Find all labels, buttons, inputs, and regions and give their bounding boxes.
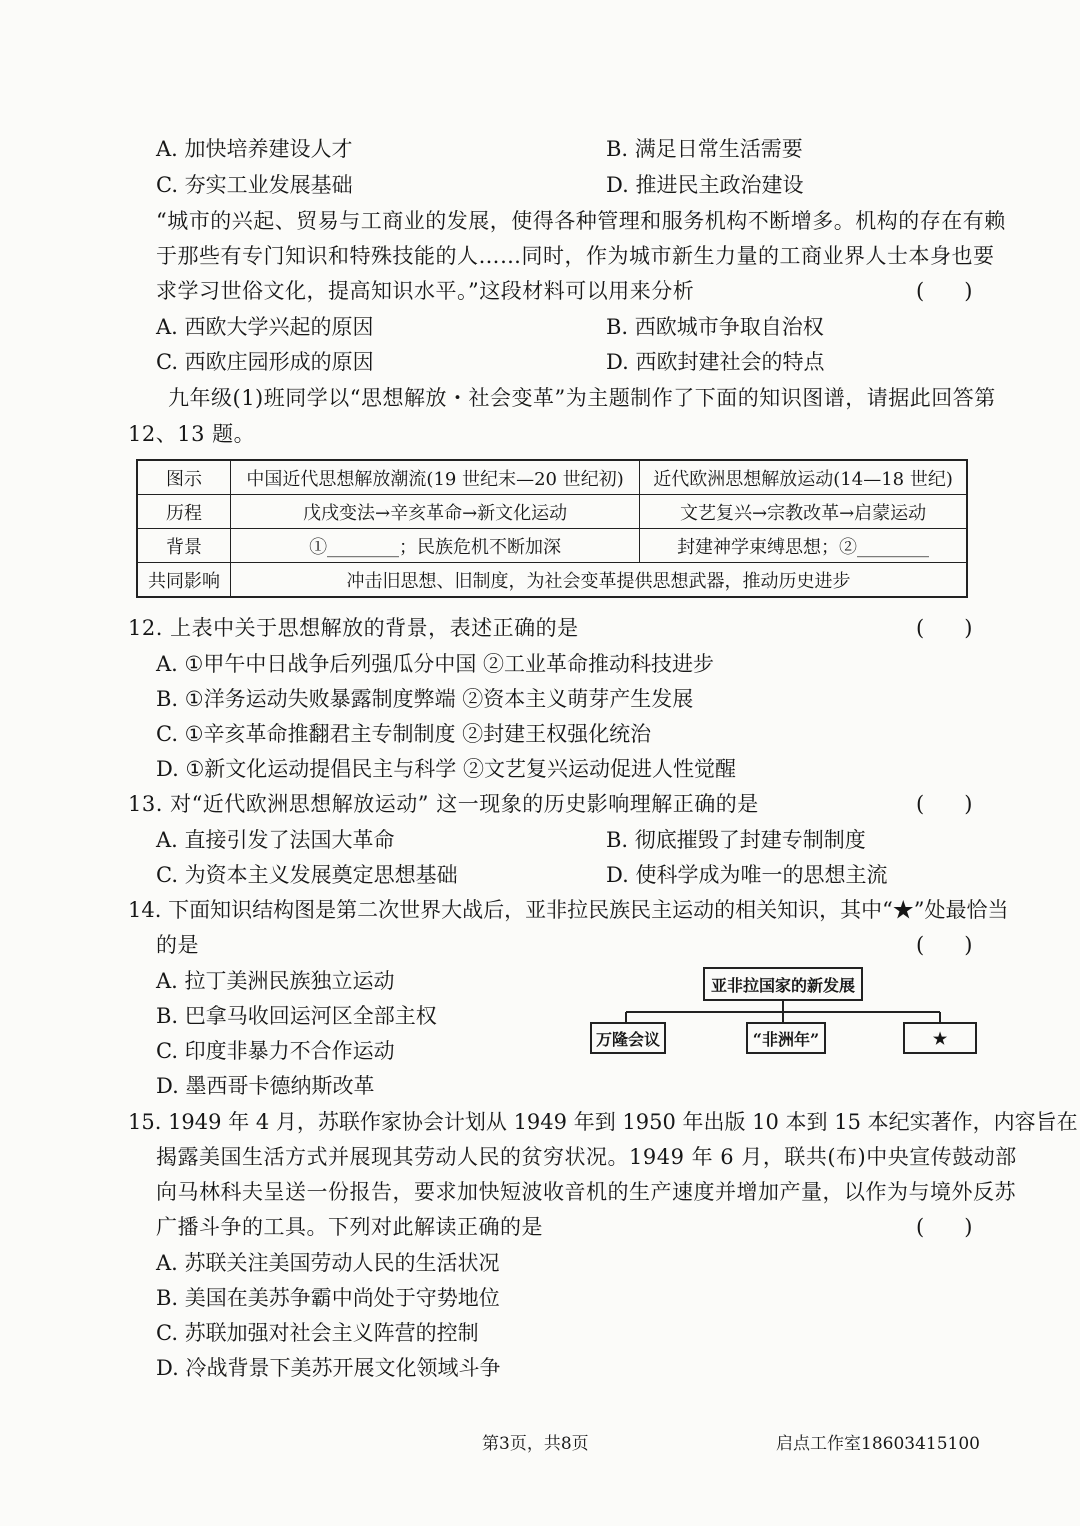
diagram-child-box: 万隆会议 bbox=[590, 1022, 666, 1054]
q13-stem: 13. 对“近代欧洲思想解放运动” 这一现象的历史影响理解正确的是 bbox=[128, 792, 759, 816]
q15-option-a: A. 苏联关注美国劳动人民的生活状况 bbox=[156, 1251, 500, 1275]
q12-option-d: D. ①新文化运动提倡民主与科学 ②文艺复兴运动促进人性觉醒 bbox=[156, 757, 736, 781]
q15-stem-line2: 揭露美国生活方式并展现其劳动人民的贫穷状况。1949 年 6 月，联共(布)中央宣传鼓动部 bbox=[156, 1145, 1017, 1169]
q12-option-c: C. ①辛亥革命推翻君主专制制度 ②封建王权强化统治 bbox=[156, 722, 652, 746]
page-number: 第3页，共8页 bbox=[482, 1434, 589, 1454]
table-cell: 历程 bbox=[137, 495, 231, 529]
table-cell: ①________；民族危机不断加深 bbox=[231, 529, 640, 563]
intro-line1: 九年级(1)班同学以“思想解放・社会变革”为主题制作了下面的知识图谱，请据此回答第 bbox=[168, 386, 996, 410]
q15-option-c: C. 苏联加强对社会主义阵营的控制 bbox=[156, 1321, 479, 1345]
table-row bbox=[137, 529, 967, 563]
table-cell: 近代欧洲思想解放运动(14—18 世纪) bbox=[640, 460, 967, 495]
q11-option-a: A. 西欧大学兴起的原因 bbox=[156, 315, 374, 339]
q14-option-d: D. 墨西哥卡德纳斯改革 bbox=[156, 1074, 375, 1098]
prev-option-a: A. 加快培养建设人才 bbox=[156, 137, 353, 161]
diagram-child-box: “非洲年” bbox=[746, 1022, 826, 1054]
q14-option-b: B. 巴拿马收回运河区全部主权 bbox=[156, 1004, 437, 1028]
studio-contact: 启点工作室18603415100 bbox=[776, 1434, 980, 1454]
q12-option-b: B. ①洋务运动失败暴露制度弊端 ②资本主义萌芽产生发展 bbox=[156, 687, 694, 711]
q11-text-line2: 于那些有专门知识和特殊技能的人……同时，作为城市新生力量的工商业界人士本身也要 bbox=[156, 244, 995, 268]
q13-answer-bracket: ( ) bbox=[916, 792, 973, 816]
q15-stem-line4: 广播斗争的工具。下列对此解读正确的是 bbox=[156, 1215, 543, 1239]
table-cell: 背景 bbox=[137, 529, 231, 563]
q11-text-line1: “城市的兴起、贸易与工商业的发展，使得各种管理和服务机构不断增多。机构的存在有赖 bbox=[156, 209, 1006, 233]
diagram-star-box: ★ bbox=[903, 1022, 977, 1054]
q11-text-line3: 求学习世俗文化，提高知识水平。”这段材料可以用来分析 bbox=[156, 279, 695, 303]
q14-stem-line1: 14. 下面知识结构图是第二次世界大战后，亚非拉民族民主运动的相关知识，其中“★”处最恰当 bbox=[128, 898, 1009, 922]
q13-option-c: C. 为资本主义发展奠定思想基础 bbox=[156, 863, 458, 887]
table-cell: 图示 bbox=[137, 460, 231, 495]
q15-option-b: B. 美国在美苏争霸中尚处于守势地位 bbox=[156, 1286, 500, 1310]
q15-answer-bracket: ( ) bbox=[916, 1215, 973, 1239]
q14-option-a: A. 拉丁美洲民族独立运动 bbox=[156, 969, 395, 993]
q12-option-a: A. ①甲午中日战争后列强瓜分中国 ②工业革命推动科技进步 bbox=[156, 652, 715, 676]
q13-option-a: A. 直接引发了法国大革命 bbox=[156, 828, 395, 852]
table-row bbox=[137, 495, 967, 529]
q11-option-d: D. 西欧封建社会的特点 bbox=[606, 350, 825, 374]
table-row bbox=[137, 460, 967, 495]
q15-option-d: D. 冷战背景下美苏开展文化领域斗争 bbox=[156, 1356, 501, 1380]
intro-line2: 12、13 题。 bbox=[128, 422, 256, 446]
q14-answer-bracket: ( ) bbox=[916, 933, 973, 957]
table-row bbox=[137, 563, 967, 598]
table-cell: 封建神学束缚思想；②________ bbox=[640, 529, 967, 563]
q13-option-b: B. 彻底摧毁了封建专制制度 bbox=[606, 828, 866, 852]
table-cell: 中国近代思想解放潮流(19 世纪末—20 世纪初) bbox=[231, 460, 640, 495]
q14-stem-line2: 的是 bbox=[156, 933, 199, 957]
prev-option-c: C. 夯实工业发展基础 bbox=[156, 173, 353, 197]
table-cell: 文艺复兴→宗教改革→启蒙运动 bbox=[640, 495, 967, 529]
prev-option-b: B. 满足日常生活需要 bbox=[606, 137, 803, 161]
table-cell: 戊戌变法→辛亥革命→新文化运动 bbox=[231, 495, 640, 529]
table-cell-shared-label: 共同影响 bbox=[137, 563, 231, 598]
q11-option-c: C. 西欧庄园形成的原因 bbox=[156, 350, 374, 374]
q14-option-c: C. 印度非暴力不合作运动 bbox=[156, 1039, 395, 1063]
q11-option-b: B. 西欧城市争取自治权 bbox=[606, 315, 824, 339]
q15-stem-line1: 15. 1949 年 4 月，苏联作家协会计划从 1949 年到 1950 年出版 10 本到 15 本纪实著作，内容旨在 bbox=[128, 1110, 1078, 1134]
q15-stem-line3: 向马林科夫呈送一份报告，要求加快短波收音机的生产速度并增加产量，以作为与境外反苏 bbox=[156, 1180, 1016, 1204]
knowledge-map-table bbox=[136, 459, 968, 598]
q12-stem: 12. 上表中关于思想解放的背景，表述正确的是 bbox=[128, 616, 579, 640]
diagram-root-box: 亚非拉国家的新发展 bbox=[703, 967, 863, 1001]
table-cell-shared-value: 冲击旧思想、旧制度，为社会变革提供思想武器，推动历史进步 bbox=[231, 563, 968, 598]
q11-answer-bracket: ( ) bbox=[916, 279, 973, 303]
q13-option-d: D. 使科学成为唯一的思想主流 bbox=[606, 863, 888, 887]
q12-answer-bracket: ( ) bbox=[916, 616, 973, 640]
prev-option-d: D. 推进民主政治建设 bbox=[606, 173, 804, 197]
